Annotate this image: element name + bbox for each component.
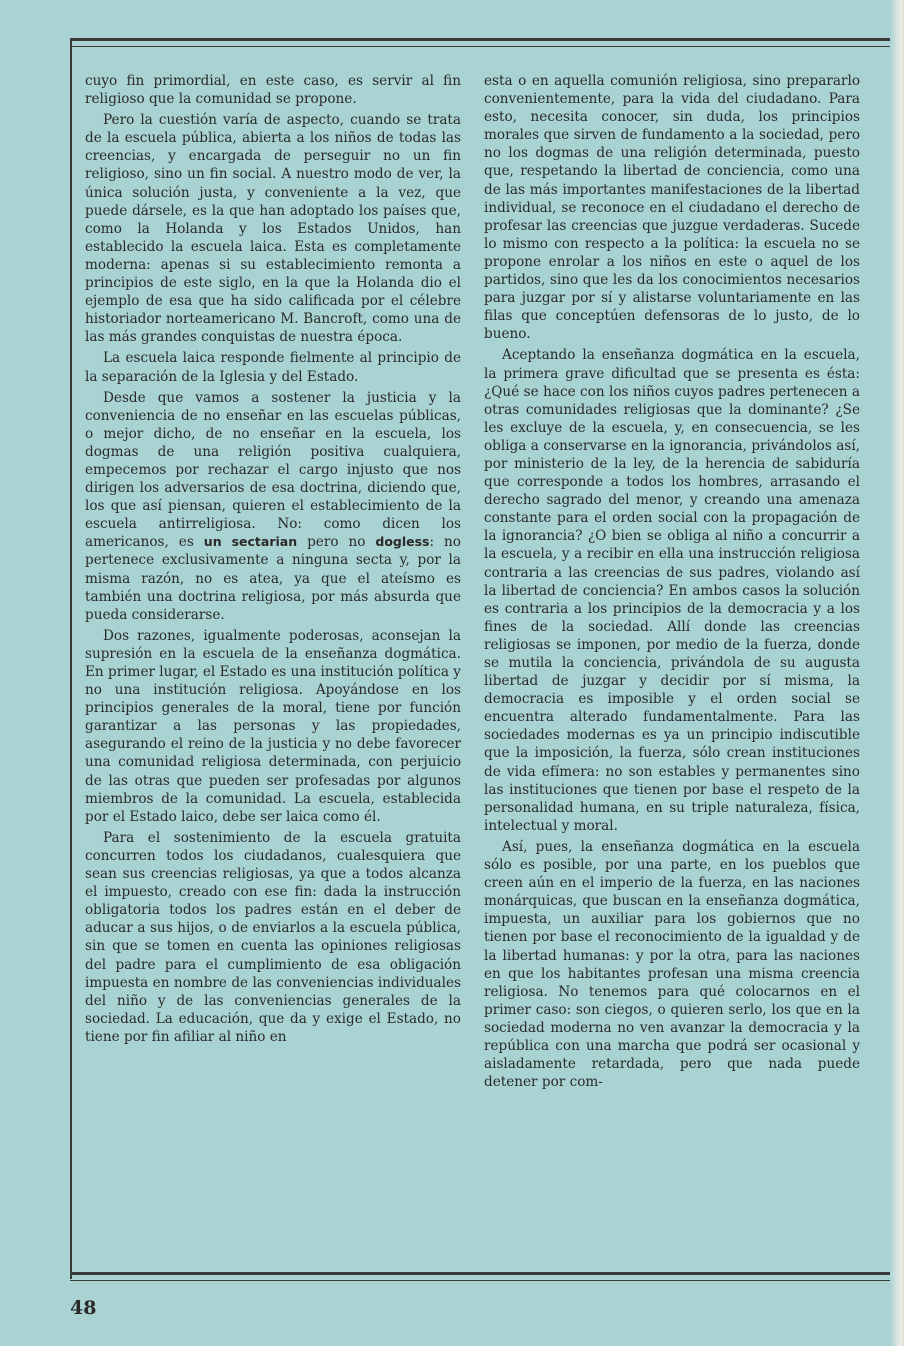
paragraph-text: : no pertenece exclusivamente a ninguna secta y, por la misma razón, no es atea, ya que el ateísmo es también una doctrina religiosa, por más absurda que pueda considerarse. [85, 534, 461, 623]
paragraph: cuyo fin primordial, en este caso, es servir al fin religioso que la comunidad se propone. [85, 73, 461, 108]
right-column [484, 72, 860, 1091]
page-number: 48 [70, 1297, 97, 1319]
paragraph: Así, pues, la enseñanza dogmática en la escuela sólo es posible, por una parte, en los pueblos que creen aún en el imperio de la fuerza, en las naciones monárquicas, que buscan en la enseñanza dogmática, impuesta, un auxiliar para los gobiernos que no tienen por base el reconocimiento de la igualdad y de la libertad humanas: y por la otra, para las naciones en que los habitantes profesan una misma creencia religiosa. No tenemos para qué colocarnos en el primer caso: son ciegos, o quieren serlo, los que en la sociedad moderna no ven avanzar la democracia y la república con una marcha que podrá ser ocasional y aisladamente retardada, pero que nada puede detener por com- [484, 838, 860, 1091]
paragraph [85, 389, 461, 624]
paragraph: esta o en aquella comunión religiosa, sino prepararlo convenientemente, para la vida del ciudadano. Para esto, necesita conocer, sin duda, los principios morales que sirven de fundamento a la sociedad, pero no los dogmas de una religión determinada, puesto que, respetando la libertad de conciencia, como una de las más importantes manifestaciones de la libertad individual, se reconoce en el ciudadano el derecho de profesar las creencias que juzgue verdaderas. Sucede lo mismo con respecto a la política: la escuela no se propone enrolar a los niños en este o aquel de los partidos, sino que les da los conocimientos necesarios para juzgar por sí y alistarse voluntariamente en las filas que conceptúen defensoras de lo justo, de lo bueno. [484, 73, 860, 343]
bottom-rule [70, 1272, 890, 1281]
paragraph: La escuela laica responde fielmente al principio de la separación de la Iglesia y del Estado. [85, 350, 461, 385]
paragraph-text: Desde que vamos a sostener la justicia y la conveniencia de no enseñar en las escuelas públicas, o mejor dicho, de no enseñar en la escuela, los dogmas de una religión positiva cualquiera, empecemos por rechazar el cargo injusto que nos dirigen los adversarios de esa doctrina, diciendo que, los que así piensan, quieren el establecimiento de la escuela antirreligiosa. No: como dicen los americanos, es [85, 389, 461, 551]
paragraph-text: pero no [297, 534, 376, 551]
paragraph: Aceptando la enseñanza dogmática en la escuela, la primera grave dificultad que se presenta es ésta: ¿Qué se hace con los niños cuyos padres pertenecen a otras comunidades religiosas que la dominante? ¿Se les excluye de la escuela, y, en consecuencia, se les obliga a conservarse en la ignorancia, privándolos así, por ministerio de la ley, de la herencia de sabiduría que corresponde a todos los hombres, arrasando el derecho sagrado del menor, y creando una amenaza constante para el orden social con la propagación de la ignorancia? ¿O bien se obliga al niño a concurrir a la escuela, y a recibir en ella una instrucción religiosa contraria a las creencias de sus padres, violando así la libertad de conciencia? En ambos casos la solución es contraria a los principios de la democracia y a los fines de la sociedad. Allí donde las creencias religiosas se imponen, por medio de la fuerza, donde se mutila la conciencia, privándola de su augusta libertad de juzgar y decidir por sí misma, la democracia es imposible y el orden social se encuentra alterado fundamentalmente. Para las sociedades modernas es ya un principio indiscutible que la imposición, la fuerza, sólo crean instituciones de vida efímera: no son estables y permanentes sino las instituciones que tienen por base el respeto de la personalidad humana, en su triple naturaleza, física, intelectual y moral. [484, 347, 860, 834]
bold-term: dogless [375, 534, 430, 550]
paragraph: Dos razones, igualmente poderosas, aconsejan la supresión en la escuela de la enseñanza dogmática. En primer lugar, el Estado es una institución política y no una institución religiosa. Apoyándose en los principios generales de la moral, tiene por función garantizar a las personas y las propiedades, asegurando el reino de la justicia y no debe favorecer una comunidad religiosa determinada, con perjuicio de las otras que pueden ser profesadas por algunos miembros de la comunidad. La escuela, establecida por el Estado laico, debe ser laica como él. [85, 627, 461, 825]
top-rule [70, 38, 890, 47]
bold-term: un sectarian [203, 534, 298, 550]
page-edge [890, 0, 904, 1346]
left-column [85, 72, 461, 1046]
paragraph: Pero la cuestión varía de aspecto, cuando se trata de la escuela pública, abierta a los niños de todas las creencias, y encargada de perseguir no un fin religioso, sino un fin social. A nuestro modo de ver, la única solución justa, y conveniente a la vez, que puede dársele, es la que han adoptado los países que, como la Holanda y los Estados Unidos, han establecido la escuela laica. Esta es completamente moderna: apenas si su establecimiento remonta a principios de este siglo, en la que la Holanda dio el ejemplo de esa que ha sido calificada por el célebre historiador norteamericano M. Bancroft, como una de las más grandes conquistas de nuestra época. [85, 112, 461, 346]
paragraph: Para el sostenimiento de la escuela gratuita concurren todos los ciudadanos, cualesquiera que sean sus creencias religiosas, ya que a todos alcanza el impuesto, creado con ese fin: dada la instrucción obligatoria todos los padres están en el deber de aducar a sus hijos, o de enviarlos a la escuela pública, sin que se tomen en cuenta las opiniones religiosas del padre para el cumplimiento de esa obligación impuesta en nombre de las conveniencias individuales del niño y de las conveniencias generales de la sociedad. La educación, que da y exige el Estado, no tiene por fin afiliar al niño en [85, 829, 461, 1045]
